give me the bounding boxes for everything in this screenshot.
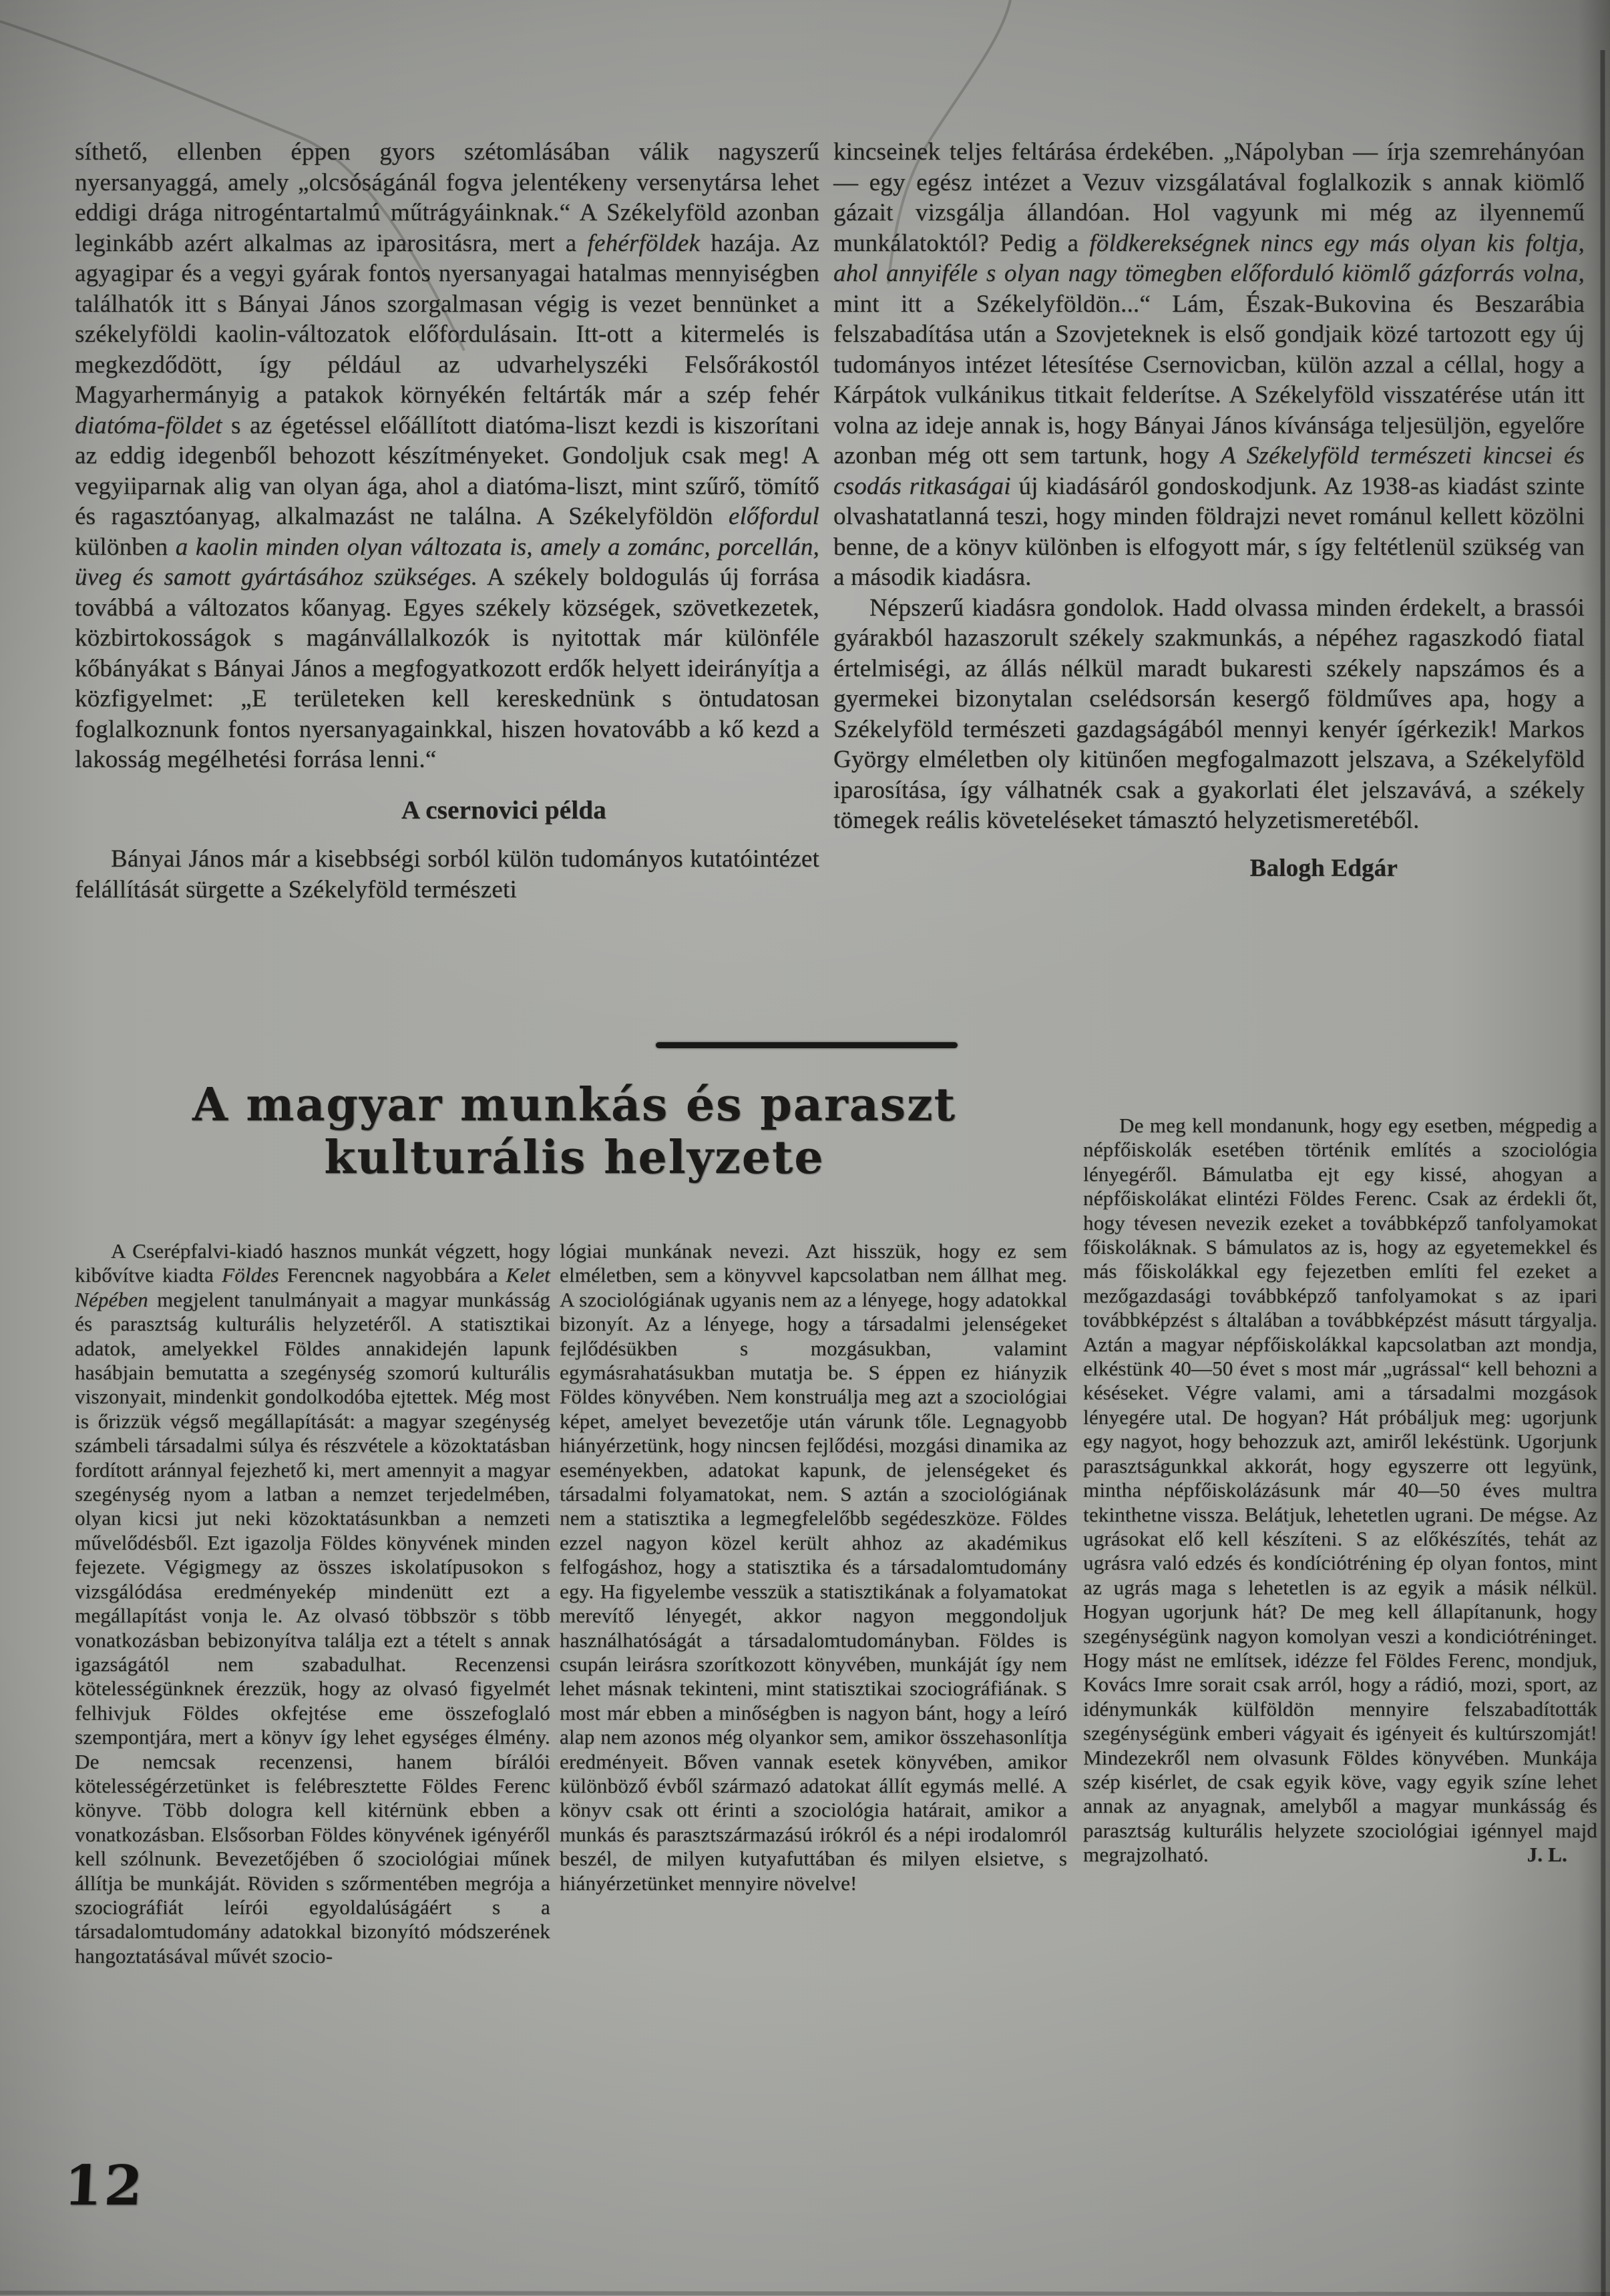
article2-headline: A magyar munkás és paraszt kulturális helyzete — [192, 1078, 957, 1184]
article1-paragraph: Bányai János már a kisebbségi sorból külön tudományos kutatóintézet felállítását sürgette a Székelyföld természeti — [75, 845, 819, 903]
section-divider-rule — [656, 1042, 958, 1048]
section-subhead: A csernovici példa — [401, 795, 606, 825]
article2-paragraph: A Cserépfalvi-kiadó hasznos munkát végzett, hogy kibővítve kiadta Földes Ferencnek nagyobbára a Kelet Népében megjelent tanulmányait a magyar munkásság és parasztság kulturális helyzetéről. A statisztikai adatok, amelyekkel Földes annakidején lapunk hasábjain bemutatta a szegénység szomorú kulturális viszonyait, mindenkit gondolkodóba ejtettek. Még most is őrizzük végső megállapítását: a magyar szegénység számbeli társadalmi súlya és részvétele a közoktatásban fordított aránnyal fejezhető ki, mert amennyit a magyar szegénység nyom a latban a nemzet terjedelmében, olyan kicsi jut neki közoktatásunkban a nemzeti művelődésből. Ezt igazolja Földes könyvének minden fejezete. Végigmegy az összes iskolatípusokon s vizsgálódása eredményekép mindenütt ezt a megállapítást vonja le. Az olvasó többször s több vonatkozásban bebizonyítva találja ezt a tételt s annak igazságától nem szabadulhat. Recenzensi kötelességünknek érezzük, hogy az olvasó figyelmét felhivjuk Földes okfejtése eme összefoglaló szempontjára, mert a könyv így lehet egységes élmény. De nemcsak recenzensi, hanem bírálói kötelességérzetünket is felébresztette Földes Ferenc könyve. Több dologra kell kitérnünk ebben a vonatkozásban. Elsősorban Földes könyvének igényéről kell szólnunk. Bevezetőjében ő szociológiai műnek állítja be munkáját. Röviden s szőrmentében megrója a szociográfiát leírói egyoldalúságáért s a társadalomtudomány adatokkal bizonyító módszerének hangoztatásával művét szocio- — [75, 1239, 550, 1968]
article1-left-column — [75, 137, 819, 905]
article2-column-3 — [1083, 1114, 1597, 1867]
page-number: 12 — [62, 2154, 146, 2218]
article1-right-column — [833, 137, 1585, 883]
article1-paragraph: Népszerű kiadásra gondolok. Hadd olvassa minden érdekelt, a brassói gyárakból hazaszorult székely szakmunkás, a népéhez ragaszkodó fiatal értelmiségi, az állás nélkül maradt bukaresti székely napszámos és a gyermekei bizonytalan cselédsorsán kesergő földműves apa, hogy a Székelyföld természeti gazdagságából mennyi kenyér ígérkezik! Markos György elméletben oly kitünően megfogalmazott jelszava, a Székelyföld iparosítása, így válhatnék csak a gyakorlati élet jelszavává, a székely tömegek reális követeléseket támasztó helyzetismeretéből. — [833, 594, 1585, 834]
article1-byline: Balogh Edgár — [1249, 854, 1398, 882]
article2-column-2 — [560, 1239, 1067, 1895]
article1-paragraph: kincseinek teljes feltárása érdekében. „Nápolyban — írja szemrehányóan — egy egész intézet a Vezuv vizsgálatával foglalkozik s annak kiömlő gázait vizsgálja állandóan. Hol vagyunk mi még az ilyennemű munkálatoktól? Pedig a földkerekségnek nincs egy más olyan kis foltja, ahol annyiféle s olyan nagy tömegben előforduló kiömlő gázforrás volna, mint itt a Székelyföldön...“ Lám, Észak-Bukovina és Beszarábia felszabadítása után a Szovjeteknek is első gondjaik közé tartozott egy új tudományos intézet létesítése Csernovicban, külön azzal a céllal, hogy a Kárpátok vulkánikus titkait felderítse. A Székelyföld visszatérése után itt volna az ideje annak is, hogy Bányai János kívánsága teljesüljön, egyelőre azonban még ott sem tartunk, hogy A Székelyföld természeti kincsei és csodás ritkaságai új kiadásáról gondoskodjunk. Az 1938-as kiadást szinte olvashatatlanná teszi, hogy minden földrajzi nevet románul kellett közölni benne, de a könyv különben is elfogyott már, s így feltétlenül szükség van a második kiadásra. — [833, 138, 1585, 591]
article2-paragraph: lógiai munkának nevezi. Azt hisszük, hogy ez sem elméletben, sem a könyvvel kapcsolatban nem állhat meg. A szociológiának ugyanis nem az a lényege, hogy adatokkal bizonyít. Az a lényege, hogy a társadalmi jelenségeket fejlődésükben s mozgásukban, valamint egymásrahatásukban mutatja be. S éppen ez hiányzik Földes könyvében. Nem konstruálja meg azt a szociológiai képet, amelyet bevezetője után várunk tőle. Legnagyobb hiányérzetünk, hogy nincsen fejlődési, mozgási dinamika az eseményekben, adatokat kapunk, de jelenségeket és társadalmi folyamatokat, nem. S aztán a szociológiának nem a statisztika a legmegfelelőbb segédeszköze. Földes ezzel nagyon közel került ahhoz az akadémikus felfogáshoz, hogy a statisztika és a társadalomtudomány egy. Ha figyelembe vesszük a statisztikának a folyamatokat merevítő lényegét, akkor nagyon meggondoljuk használhatóságát a társadalomtudományban. Földes is csupán leirásra szorítkozott könyvében, munkáját így nem lehet másnak tekinteni, mint statisztikai szociográfiának. S most már ebben a minőségben is nagyon bánt, hogy a leíró alap nem azonos még olyankor sem, amikor összehasonlítja eredményeit. Bőven vannak esetek könyvében, amikor különböző évből származó adatokat állít egymás mellé. A könyv csak ott érinti a szociológia határait, amikor a munkás és parasztszármazású irókról és a népi irodalomról beszél, de milyen kutyafuttában és milyen elsietve, s hiányérzetünket mennyire növelve! — [560, 1239, 1067, 1895]
article1-paragraph: síthető, ellenben éppen gyors szétomlásában válik nagyszerű nyersanyaggá, amely „olcsóságánál fogva jelentékeny versenytársa lehet eddigi drága nitrogéntartalmú műtrágyáinknak.“ A Székelyföld azonban leginkább azért alkalmas az iparositásra, mert a fehérföldek hazája. Az agyagipar és a vegyi gyárak fontos nyersanyagai hatalmas mennyiségben találhatók itt s Bányai János szorgalmasan végig is vezet bennünket a székelyföldi kaolin-változatok előfordulásain. Itt-ott a kitermelés is megkezdődött, így például az udvarhelyszéki Felsőrákostól Magyarhermányig a patakok környékén feltárták már a szép fehér diatóma-földet s az égetéssel előállított diatóma-liszt kezdi is kiszorítani az eddig idegenből behozott készítményeket. Gondoljuk csak meg! A vegyiiparnak alig van olyan ága, ahol a diatóma-liszt, mint szűrő, tömítő és ragasztóanyag, alkalmazást ne találna. A Székelyföldön előfordul különben a kaolin minden olyan változata is, amely a zománc, porcellán, üveg és samott gyártásához szükséges. A székely boldogulás új forrása továbbá a változatos kőanyag. Egyes székely községek, szövetkezetek, közbirtokosságok s magánvállalkozók is nyitottak már különféle kőbányákat s Bányai János a megfogyatkozott erdők helyett ideirányítja a közfigyelmet: „E területeken kell kereskednünk s öntudatosan foglalkoznunk fontos nyersanyagainkkal, hiszen hovatovább a kő kezd a lakosság megélhetési forrása lenni.“ — [75, 138, 819, 773]
article2-paragraph: De meg kell mondanunk, hogy egy esetben, mégpedig a népfőiskolák esetében történik említés a szociológia lényegéről. Bámulatba ejt egy kissé, ahogyan a népfőiskolákat elintézi Földes Ferenc. Csak az érdekli őt, hogy tévesen nevezik ezeket a továbbképző tanfolyamokat főiskoláknak. S bámulatos az is, hogy az egyetemekkel és más főiskolákkal egy fejezetben említi fel ezeket a mezőgazdasági továbbképző tanfolyamokat s az ipari továbbképzést s általában a továbbképzést másutt tárgyalja. Aztán a magyar népfőiskolákkal kapcsolatban azt mondja, elkéstünk 40—50 évet s most már „ugrással“ kell behozni a késéseket. Végre valami, ami a társadalmi mozgások lényegére utal. De hogyan? Hát próbáljuk meg: ugorjunk egy nagyot, hogy behozzuk azt, amiről lekéstünk. Ugorjunk parasztságunkkal akkorát, hogy egyszerre ott legyünk, mintha népfőiskolázásunk már 40—50 éves multra tekinthetne vissza. Belátjuk, lehetetlen ugrani. De mégse. Az ugrásokat elő kell készíteni. S az előkészítés, tehát az ugrásra való edzés és kondíciótréning ép olyan fontos, mint az ugrás maga s lehetetlen is az egyik a másik nélkül. Hogyan ugorjunk hát? De meg kell állapítanunk, hogy szegénységünk nagyon komolyan veszi a kondiciótréninget. Hogy mást ne említsek, idézze fel Földes Ferenc, mondjuk, Kovács Imre sorait csak arról, hogy a rádió, mozi, sport, az idénymunkák külföldön mennyire felszabadították szegénységünk emberi vágyait és igényeit és kultúrszomját! Mindezekről nem olvasunk Földes könyvében. Munkája szép kisérlet, de csak egyik köve, vagy egyik színe lehet annak az anyagnak, amelyből a magyar munkásság és parasztság kulturális helyzete szociológiai igénnyel majd megrajzolható. — [1083, 1114, 1597, 1867]
article2-byline: J. L. — [1527, 1843, 1567, 1867]
article2-column-1 — [75, 1239, 550, 1968]
